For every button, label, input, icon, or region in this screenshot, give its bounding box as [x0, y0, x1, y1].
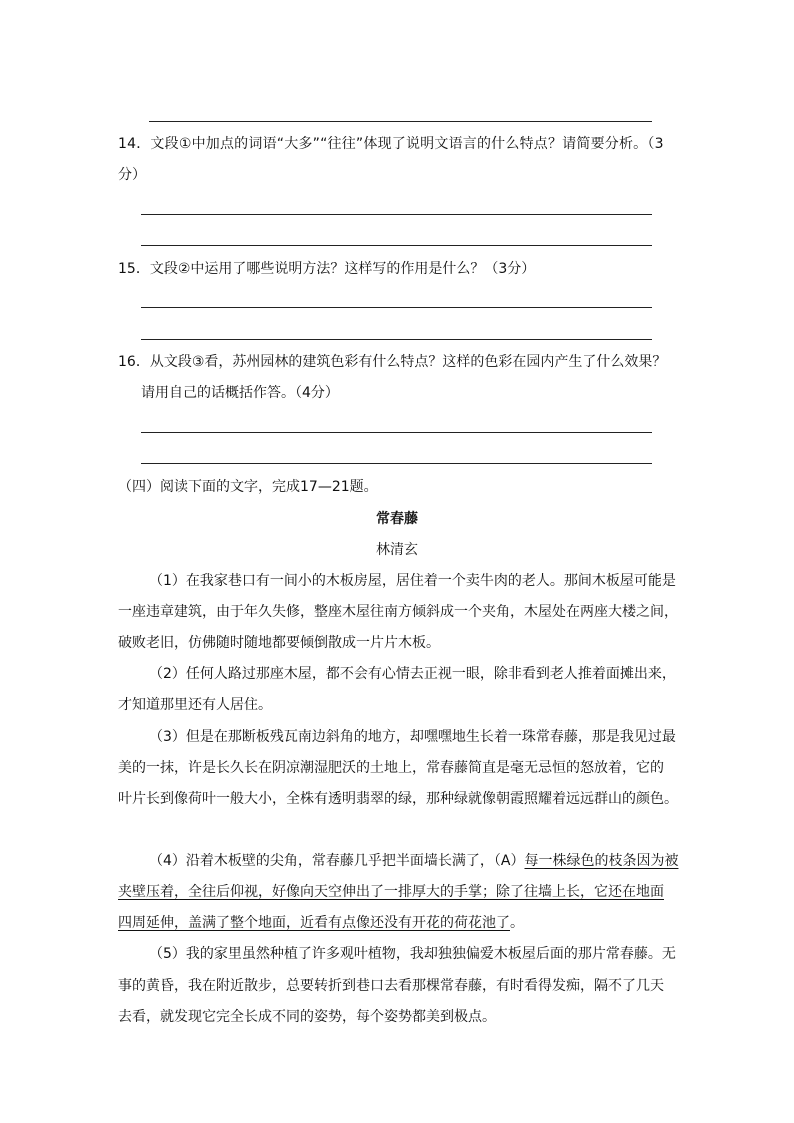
paragraph-2-line: 才知道那里还有人居住。	[118, 697, 272, 713]
answer-line	[141, 307, 652, 308]
question-14-line-2: 分）	[118, 167, 146, 183]
paragraph-4-line: 夹壁压着，全往后仰视，好像向天空伸出了一排厚大的手掌；除了往墙上长，它还在地面	[118, 884, 664, 900]
question-15: 15．文段②中运用了哪些说明方法？这样写的作用是什么？（3分）	[118, 261, 536, 277]
paragraph-3-line: （3）但是在那断板残瓦南边斜角的地方，却嘿嘿地生长着一珠常春藤，那是我见过最	[149, 729, 676, 745]
question-14-line-1: 14．文段①中加点的词语“大多”“往往”体现了说明文语言的什么特点？请简要分析。（3	[118, 136, 664, 152]
answer-line	[149, 121, 652, 122]
article-title: 常春藤	[376, 511, 418, 527]
paragraph-3-line: 美的一抹，许是长久长在阴凉潮湿肥沃的土地上，常春藤简直是毫无忌恒的怒放着，它的	[118, 760, 664, 776]
paragraph-4-line	[118, 913, 524, 933]
underlined-sentence-a: 每一株绿色的枝条因为被	[524, 853, 679, 869]
underlined-sentence-a: 四周延伸，盖满了整个地面，近看有点像还没有开花的荷花池了	[118, 915, 510, 931]
question-16-line-2: 请用自己的话概括作答。（4分）	[141, 385, 339, 401]
answer-line	[141, 432, 652, 433]
answer-line	[141, 214, 652, 215]
article-author: 林清玄	[376, 542, 418, 558]
paragraph-5-line: （5）我的家里虽然种植了许多观叶植物，我却独独偏爱木板屋后面的那片常春藤。无	[149, 946, 676, 962]
paragraph-1-line: 一座违章建筑，由于年久失修，整座木屋往南方倾斜成一个夹角，木屋处在两座大楼之间，	[118, 604, 678, 620]
answer-line	[141, 339, 652, 340]
paragraph-2-line: （2）任何人路过那座木屋，都不会有心情去正视一眼，除非看到老人推着面摊出来，	[149, 666, 676, 682]
answer-line	[141, 463, 652, 464]
paragraph-4-text: 。	[510, 915, 524, 931]
paragraph-1-line: 破败老旧，仿佛随时随地都要倾倒散成一片片木板。	[118, 635, 440, 651]
paragraph-3-line: 叶片长到像荷叶一般大小，全株有透明翡翠的绿，那种绿就像朝霞照耀着远远群山的颜色。	[118, 791, 678, 807]
answer-line	[141, 245, 652, 246]
paragraph-4-text: （4）沿着木板壁的尖角，常春藤几乎把半面墙长满了，（A）	[149, 853, 525, 869]
question-16-line-1: 16．从文段③看，苏州园林的建筑色彩有什么特点？这样的色彩在园内产生了什么效果？	[118, 354, 667, 370]
section-four-heading: （四）阅读下面的文字，完成17—21题。	[118, 479, 378, 495]
paragraph-4-line	[149, 851, 678, 871]
paragraph-1-line: （1）在我家巷口有一间小的木板房屋，居住着一个卖牛肉的老人。那间木板屋可能是	[149, 573, 676, 589]
paragraph-5-line: 去看，就发现它完全长成不同的姿势，每个姿势都美到极点。	[118, 1009, 496, 1025]
paragraph-5-line: 事的黄昏，我在附近散步，总要转折到巷口去看那棵常春藤，有时看得发痴，隔不了几天	[118, 978, 664, 994]
